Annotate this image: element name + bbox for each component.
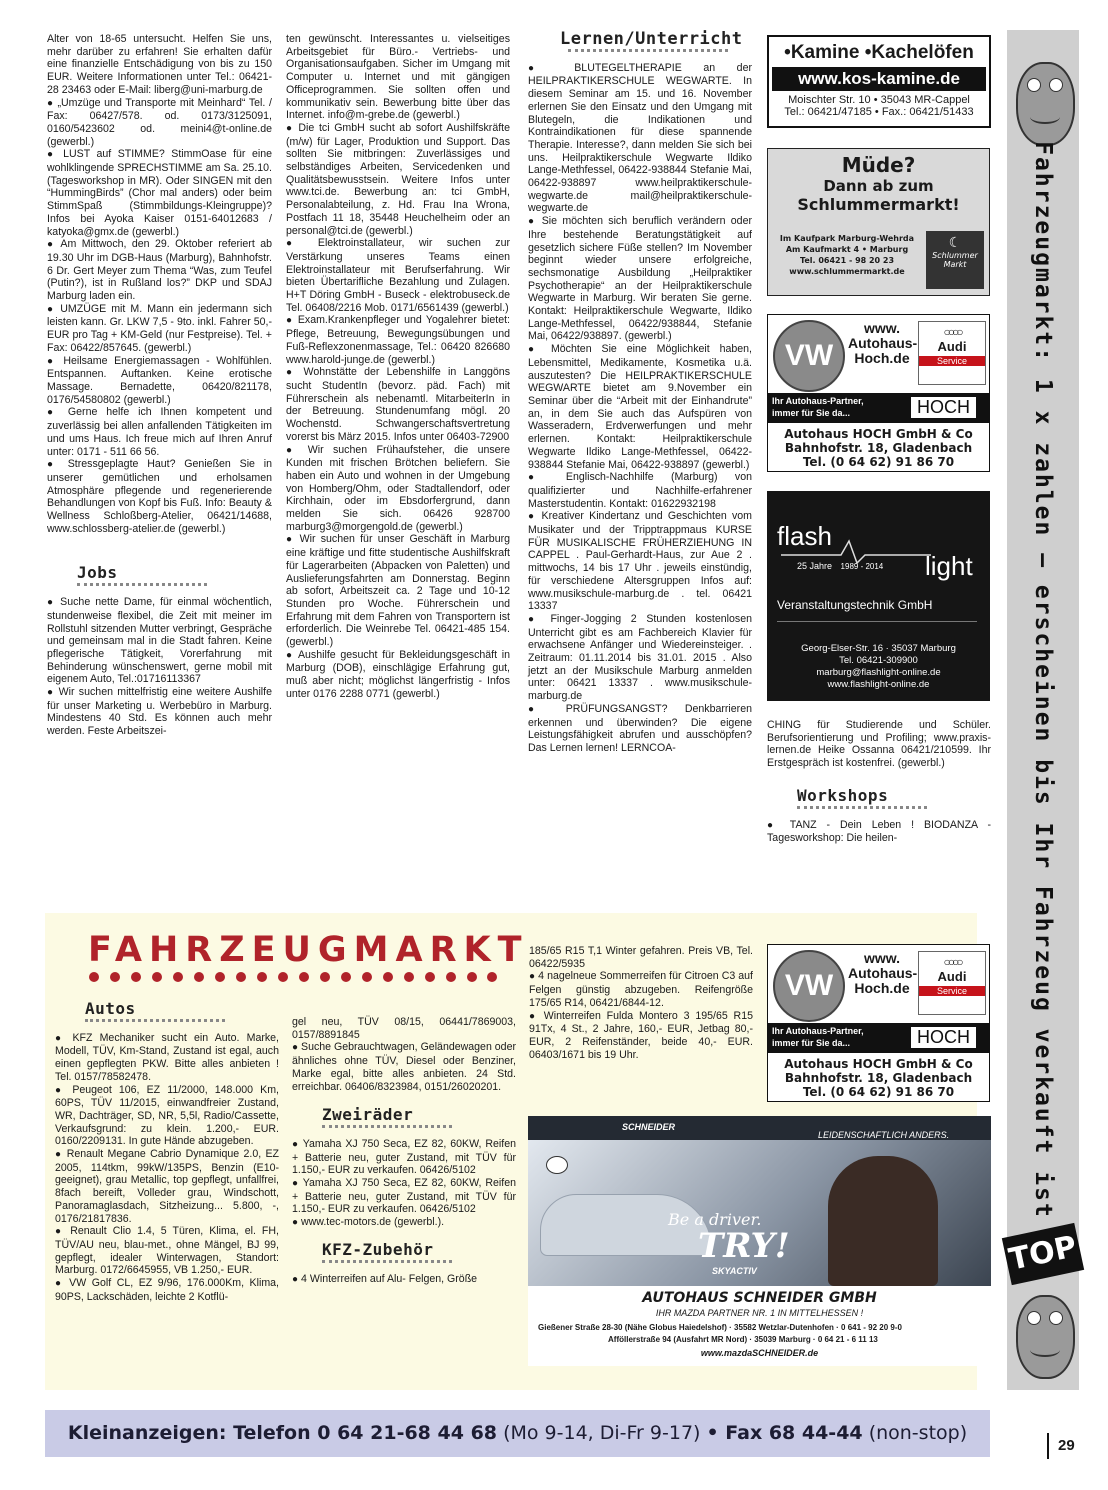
footer-phone-label: Kleinanzeigen: Telefon 0 64 21-68 44 68 <box>67 1422 498 1444</box>
classified-ad: ● Gerne helfe ich Ihnen kompetent und zuverlässig bei allen anfallenden Tätigkeiten im und ums Haus. Ich freue mich auf Ihren Anruf unter: 0171 - 511 66 56. <box>47 406 272 458</box>
section-heading-jobs: Jobs <box>77 563 118 583</box>
bullet-icon: ● <box>47 355 57 367</box>
classified-ad: ● VW Golf CL, EZ 9/96, 176.000Km, Klima, 90PS, Lackschäden, leichte 2 Kotflü- <box>55 1277 279 1303</box>
title-dots <box>88 968 498 986</box>
autohaus-hoch-ad-2 <box>767 944 990 1102</box>
hoch-site1[interactable]: Autohaus- <box>848 335 918 351</box>
mazda-logo-icon <box>546 1156 568 1174</box>
hoch-brand: HOCH <box>911 397 976 418</box>
classified-ad: ● Kreativer Kindertanz und Geschichten vom Musikater und der Tripptrappmaus KURSE FÜR MUSIKALISCHE FRÜHERZIEHUNG IN CAPPEL . Paul-Gerhardt-Haus, zur Aue 2 . mittwochs, 14 bis 17 Uhr . jeweils einstündig, für verschiedene Altersgruppen Infos auf: www.musikschule-marburg.de . tel. 06421 13337 <box>528 510 752 613</box>
bullet-icon: ● <box>55 1032 66 1044</box>
hoch-site1[interactable]: Autohaus- <box>848 965 918 981</box>
flash-years: 1989 - 2014 <box>840 562 884 571</box>
classified-ad: ● Winterreifen Fulda Montero 3 195/65 R15 91Tx, 4 St., 2 Jahre, 160,- EUR, Jetbag 80,- EUR, 2 Reifenständer, beide 40,- EUR. 06403/1671 bis 19 Uhr. <box>529 1009 753 1061</box>
schlummer-url[interactable]: www.schlummermarkt.de <box>789 267 905 276</box>
flash-anniv: 25 Jahre <box>797 561 833 571</box>
classified-ad: ● Elektroinstallateur, wir suchen zur Verstärkung unseres Teams einen Elektroinstallateur mit Berufserfahrung. Wir bieten Übertarifliche Bezahlung und Zulagen. H+T Döring GmbH - Buseck - elektrobuseck.de Tel. 06408/2216 Mob. 0171/6561439 (gewerbl.) <box>286 237 510 314</box>
top-badge: TOP <box>1002 1223 1084 1285</box>
audi-rings-icon: ○○○○ <box>943 955 961 969</box>
classified-ad: CHING für Studierende und Schüler. Berufsorientierung und Profiling; www.praxis-lernen.de Heike Ossanna 06421/210599. Ihr Erstgespräch ist kostenfrei. (gewerbl.) <box>767 719 991 770</box>
classified-ad: ● TANZ - Dein Leben ! BIODANZA - Tagesworkshop: Die heilen- <box>767 818 991 845</box>
bullet-icon: ● <box>47 303 56 315</box>
classified-ad: 185/65 R15 T,1 Winter gefahren. Preis VB, Tel. 06422/5935 <box>529 945 753 970</box>
fm-column-1 <box>55 999 280 1303</box>
moon-icon: ☾ <box>948 235 962 251</box>
flash-addr: Georg-Elser-Str. 16 · 35037 Marburg <box>801 643 956 654</box>
bullet-icon: ● <box>286 444 299 456</box>
heading-divider <box>322 1125 452 1128</box>
kamine-phone: Tel.: 06421/47185 • Fax.: 06421/51433 <box>784 106 974 118</box>
classified-ad: ● „Umzüge und Transporte mit Meinhard“ Tel. / Fax: 06427/578. od. 0173/3125091, 0160/5423602 od. meini4@t-online.de (gewerbl.) <box>47 96 272 148</box>
classified-ad: ● Wir suchen Frühaufsteher, die unsere Kunden mit frischen Brötchen beliefern. Sie haben ein Auto und wohnen in der Umgebung von Homberg/Ohm, oder Stadtallendorf, oder Kirchhain, oder im Ebsdorfergrund, dann melden Sie sich. 06426 928700 marburg3@morgengold.de (gewerbl.) <box>286 443 510 533</box>
bullet-icon: ● <box>55 1226 65 1238</box>
hoch-street: Bahnhofstr. 18, Gladenbach <box>784 1071 973 1085</box>
kamine-title: •Kamine •Kachelöfen <box>784 42 974 63</box>
schneider-company: AUTOHAUS SCHNEIDER GMBH <box>642 1290 877 1306</box>
bullet-icon: ● <box>528 62 553 74</box>
section-heading-lernen: Lernen/Unterricht <box>560 29 743 49</box>
classified-ad: ● LUST auf STIMME? StimmOase für eine wohlklingende SPRECHSTIMME am Sa. 25.10. (Tagesworkshop in MR). Oder SINGEN mit den “HummingBirds” (Chor mal anders) oder beim StimmSpaß (Stimmbildungs-Kleingruppe)? Infos bei Ayoka Kaiser 0151-64012683 / katyoka@gmx.de (gewerbl.) <box>47 148 272 238</box>
schlummer-logo: ☾ Schlummer Markt <box>926 231 984 289</box>
classified-ad: ● Yamaha XJ 750 Seca, EZ 82, 60KW, Reifen + Batterie neu, guter Zustand, mit TÜV für 1.150,- EUR zu verkaufen. 06426/5102 <box>292 1137 516 1177</box>
section-heading-kfz-zubehoer: KFZ-Zubehör <box>322 1239 434 1259</box>
classified-ad: ● Wir suchen mittelfristig eine weitere Aushilfe für unser Marketing u. Werbebüro in Marburg. Mindestens 40 Std. Es können auch mehr werden. Feste Arbeitszei- <box>47 686 272 738</box>
classified-ad: ● Wir suchen für unser Geschäft in Marburg eine kräftige und fitte studentische Aushilfskraft für Lagerarbeiten (Abpacken von Paletten) und Auslieferungsfahrten am Donnerstag. Beginn ab sofort, Arbeitszeit ca. 2 Tage und 10-12 Stunden pro Woche. Führerschein und Erfahrung mit dem Fahren von Transportern ist erforderlich. Die Weinrebe Tel. 06421-485 154. (gewerbl.) <box>286 533 511 649</box>
hoch-slogan2: immer für Sie da... <box>772 408 851 418</box>
bullet-icon: ● <box>529 1010 538 1022</box>
flash-word1: flash <box>777 521 832 551</box>
kamine-url[interactable]: www.kos-kamine.de <box>772 67 986 91</box>
classified-ad: ● Exam.Krankenpfleger und Yogalehrer bietet: Pflege, Betreuung, Bewegungsübungen und Fuß-Reflexzonenmassage, Tel.: 06420 826680 www.harold-junge.de (gewerbl.) <box>286 314 510 366</box>
classified-ad: ● UMZÜGE mit M. Mann ein jedermann sich leisten kann. Gr. LKW 7,5 - 9to. inkl. Fahrer 50,- EUR pro Tag + KM-Geld (nur Festpreise). Tel. + Fax: 06422/857645. (gewerbl.) <box>47 302 272 354</box>
schlummer-line1: Müde? <box>841 153 916 177</box>
bullet-icon: ● <box>55 1278 64 1290</box>
bullet-icon: ● <box>55 1084 66 1096</box>
schneider-sky: SKYACTIV <box>712 1266 757 1276</box>
vw-logo-icon: VW <box>773 320 845 392</box>
hoch-www: www. <box>863 950 901 966</box>
driver-figure <box>828 1156 938 1286</box>
bullet-icon: ● <box>528 344 542 356</box>
classified-ad: ● Aushilfe gesucht für Bekleidungsgeschäft in Marburg (DOB), einschlägige Erfahrung gut, muß aber nicht; möglichst längerfristig - Infos unter 0176 2288 0771 (gewerbl.) <box>286 648 511 700</box>
kamine-ad <box>767 35 991 128</box>
classified-ad: ● Yamaha XJ 750 Seca, EZ 82, 60KW, Reifen + Batterie neu, guter Zustand, mit TÜV für 1.150,- EUR zu verkaufen. 06426/5102 <box>292 1177 516 1216</box>
flash-mail[interactable]: marburg@flashlight-online.de <box>816 667 941 678</box>
bullet-icon: ● <box>286 534 295 546</box>
bullet-icon: ● <box>286 367 297 379</box>
flash-sub: Veranstaltungstechnik GmbH <box>777 598 933 612</box>
schlummermarkt-ad <box>767 148 990 296</box>
classified-ad: ● Englisch-Nachhilfe (Marburg) von qualifizierter und Nachhilfe-erfahrener Masterstudentin. Kontakt: 01622932198 <box>528 471 752 510</box>
classified-ad: ● Renault Clio 1.4, 5 Türen, Klima, el. FH, TÜV/AU neu, blau-met., ohne Mängel, BJ 99, gepflegt, idealer Winterwagen, Standort: Marburg. 0172/6645955, VB 1.250,- EUR. <box>55 1225 280 1277</box>
bullet-icon: ● <box>528 511 537 523</box>
classified-ad: ● Finger-Jogging 2 Stunden kostenlosen Unterricht gibt es am Fachbereich Klavier für erwachsene Anfänger und Wiedereinsteiger. . Zeitraum: 01.11.2014 bis 31.01. 2015 . Also jetzt an der Musikschule Marburg anmelden unter: 06421 13337 . www.musikschule-marburg.de <box>528 612 752 703</box>
autohaus-schneider-ad <box>528 1116 991 1366</box>
classified-ad: ● Stressgeplagte Haut? Genießen Sie in unserer gemütlichen und erholsamen Atmosphäre pflegende und regenerierende Behandlungen von Kopf bis Fuß. Info: Beauty & Wellness Schloßberg-Atelier, 06421/14688, www.schlossberg-atelier.de (gewerbl.) <box>47 458 272 535</box>
page-divider <box>1047 1433 1049 1459</box>
bullet-icon: ● <box>47 687 55 699</box>
flashlight-ad <box>767 491 990 701</box>
bullet-icon: ● <box>528 216 537 228</box>
classified-ad: ten gewünscht. Interessantes u. vielseitiges Arbeitsgebiet für Büro.- Vertriebs- und Organisationsaufgaben. Sicher im Umgang mit Computer u. Internet und mit gängigen Officeprogrammen. Sie sollten offen und kommunikativ sein. Bewerbung bitte über das Internet. info@m-grebe.de (gewerbl.) <box>286 33 510 122</box>
classified-ad: ● Am Mittwoch, den 29. Oktober referiert ab 19.30 Uhr im DGB-Haus (Marburg), Bahnhofstr. 6 Dr. Gert Meyer zum Thema “Was, zum Teufel (Putin?), ist in Rußland los?” DKP und SDAJ Marburg laden ein. <box>47 238 272 303</box>
section-heading-workshops: Workshops <box>797 785 889 805</box>
hoch-company: Autohaus HOCH GmbH & Co <box>784 427 973 441</box>
classified-ad: ● 4 nagelneue Sommerreifen für Citroen C3 auf Felgen günstig abzugeben. Reifengröße 175/65 R14, 06421/6844-12. <box>529 970 753 1009</box>
schlummer-addr2: Am Kaufmarkt 4 • Marburg <box>785 245 909 254</box>
hoch-www: www. <box>863 320 901 336</box>
section-heading-autos: Autos <box>85 999 136 1018</box>
bullet-icon: ● <box>528 472 549 484</box>
bullet-icon: ● <box>767 819 781 831</box>
column-3 <box>528 29 752 755</box>
classified-ad: ● www.tec-motors.de (gewerbl.). <box>292 1216 445 1229</box>
schneider-addr2: Afföllerstraße 94 (Ausfahrt MR Nord) · 35039 Marburg · 0 64 21 - 6 11 13 <box>608 1335 878 1344</box>
classified-ad: gel neu, TÜV 08/15, 06441/7869003, 0157/8891845 <box>292 1016 516 1041</box>
column-4 <box>767 719 991 845</box>
schlummer-line2: Dann ab zum <box>823 177 934 195</box>
column-1 <box>47 33 272 738</box>
flash-web[interactable]: www.flashlight-online.de <box>827 679 930 690</box>
footer-fax: • Fax 68 44-44 <box>706 1422 863 1444</box>
hoch-slogan2: immer für Sie da... <box>772 1038 851 1048</box>
bullet-icon: ● <box>528 703 549 715</box>
classified-ad: ● Möchten Sie eine Möglichkeit haben, Lebensmittel, Medikamente, Kosmetika u.ä. auszutesten? Die HEILPRAKTIKERSCHULE WEGWARTE bietet am 9.November ein Seminar über die “Arbeit mit der Einhandrute” an, in dem Sie auch das Aufspüren von Wasseradern, Erdverwerfungen und mehr erlernen. Kontakt: Heilpraktikerschule Wegwarte Ildiko Lange-Methfessel, 06422-938844 Stefanie Mai, 06422-938897 (gewerbl.) <box>528 343 752 471</box>
bullet-icon: ● <box>286 315 294 327</box>
classified-ad: ● 4 Winterreifen auf Alu- Felgen, Größe <box>292 1272 478 1285</box>
bullet-icon: ● <box>529 971 536 983</box>
bullet-icon: ● <box>47 459 59 471</box>
fm-column-2 <box>292 1016 516 1286</box>
page-number: 29 <box>1058 1437 1075 1454</box>
hoch-slogan1: Ihr Autohaus-Partner, <box>772 1026 864 1036</box>
bullet-icon: ● <box>292 1273 299 1285</box>
bullet-icon: ● <box>292 1178 300 1190</box>
classified-ad: ● KFZ Mechaniker sucht ein Auto. Marke, Modell, TÜV, Km-Stand, Zustand ist egal, auch einen gepflegten PKW. Bitte alles anbieten ! Tel. 0157/78582478. <box>55 1031 279 1083</box>
car-icon-bottom <box>1016 1295 1075 1379</box>
schlummer-line3: Schlummermarkt! <box>797 195 960 214</box>
hoch-site2[interactable]: Hoch.de <box>854 980 910 996</box>
heading-divider <box>797 806 927 809</box>
schneider-try: TRY! <box>698 1226 790 1266</box>
fahrzeugmarkt-title: FAHRZEUGMARKT <box>88 930 529 970</box>
bullet-icon: ● <box>47 239 56 251</box>
hoch-site2[interactable]: Hoch.de <box>854 350 910 366</box>
schneider-logo: SCHNEIDER <box>622 1122 676 1132</box>
vw-logo-icon: VW <box>773 950 845 1022</box>
schneider-partner: IHR MAZDA PARTNER NR. 1 IN MITTELHESSEN ! <box>655 1308 864 1318</box>
classified-ad: ● Die tci GmbH sucht ab sofort Aushilfskräfte (m/w) für Lager, Produktion und Support. Das sollten Sie mitbringen: Zuverlässiges und selbständiges Arbeiten, Servicedenken und Qualitätsbewusstsein. Weitere Infos unter www.tci.de. Bewerbung an: tci GmbH, Personalabteilung, z. Hd. Frau Ina Wrona, Postfach 11 18, 35448 Heuchelheim oder an personal@tci.de (gewerbl.) <box>286 121 510 237</box>
bullet-icon: ● <box>286 649 294 661</box>
heading-divider <box>322 1260 452 1263</box>
bullet-icon: ● <box>47 407 59 419</box>
audi-rings-icon: ○○○○ <box>943 325 961 339</box>
classified-ad: ● Suche nette Dame, für einmal wöchentlich, stundenweise flexibel, die Zeit mit meiner im Rollstuhl sitzenden Mutter verbringt, Gespräche und gemeinsam mal in die Stadt fahren. Keine pflegerische Tätigkeit, Vorerfahrung mit Behinderung wünschenswert, gerne mobil mit eigenem Auto, Tel.:01716113367 <box>47 596 272 686</box>
car-icon-top <box>1016 62 1075 146</box>
hoch-phone: Tel. (0 64 62) 91 86 70 <box>802 455 955 469</box>
column-2 <box>286 33 510 701</box>
bullet-icon: ● <box>286 122 294 134</box>
flash-tel: Tel. 06421-309900 <box>839 655 918 666</box>
footer-nonstop: (non-stop) <box>868 1422 968 1444</box>
classified-ad: ● Heilsame Energiemassagen - Wohlfühlen. Entspannen. Auftanken. Keine erotische Massage. Bernadette, 06420/821178, 0176/54580802 (gewerbl.) <box>47 354 273 406</box>
flash-word2: light <box>925 551 973 581</box>
footer-hours: (Mo 9-14, Di-Fr 9-17) <box>503 1422 701 1444</box>
hoch-phone: Tel. (0 64 62) 91 86 70 <box>802 1085 955 1099</box>
section-heading-zweiraeder: Zweiräder <box>322 1105 414 1125</box>
fm-column-3 <box>529 945 753 1061</box>
classified-ad: ● Suche Gebrauchtwagen, Geländewagen oder ähnliches ohne TÜV, Diesel oder Benziner, Marke egal, bitte alles anbieten. 24 Std. erreichbar. 06406/8323984, 0151/26020201. <box>292 1041 516 1093</box>
hoch-brand: HOCH <box>911 1027 976 1048</box>
bullet-icon: ● <box>528 613 541 625</box>
bullet-icon: ● <box>292 1217 299 1229</box>
footer-bar <box>45 1410 990 1457</box>
classified-ad: ● BLUTEGELTHERAPIE an der HEILPRAKTIKERSCHULE WEGWARTE. In diesem Seminar am 15. und 16. November erlernen Sie den Einsatz und den Umgang mit Blutegeln, die Indikationen und Kontraindikationen für diese spannende Therapie. Interesse?, dann melden Sie sich bei uns. Heilpraktikerschule Wegwarte Ildiko Lange-Methfessel, 06422-938844 Stefanie Mai, 06422-938897 www.heilpraktikerschule-wegwarte.de mail@heilpraktikerschule-wegwarte.de <box>528 61 752 215</box>
classified-ad: ● Peugeot 106, EZ 11/2000, 148.000 Km, 60PS, TÜV 11/2015, einwandfreier Zustand, WR, Dachträger, SD, NR, 5,5l, Radio/Cassette, Verkaufsgrund: zu klein. 1.200,- EUR. 0160/2209131. In gute Hände abzugeben. <box>55 1083 280 1148</box>
heading-divider <box>85 1019 225 1022</box>
schneider-web[interactable]: www.mazdaSCHNEIDER.de <box>700 1348 819 1358</box>
schneider-addr1: Gießener Straße 28-30 (Nähe Globus Haiedelshof) · 35582 Wetzlar-Dutenhofen · 0 641 - 92 20 9-0 <box>538 1323 902 1332</box>
schneider-tagline: LEIDENSCHAFTLICH ANDERS. <box>818 1130 950 1140</box>
heading-divider <box>77 583 207 586</box>
schlummer-addr1: Im Kaufpark Marburg-Wehrda <box>779 234 915 243</box>
bullet-icon: ● <box>47 597 56 609</box>
bullet-icon: ● <box>292 1042 299 1054</box>
classified-ad: ● Sie möchten sich beruflich verändern oder Ihre bestehende Beratungstätigkeit auf gesetzlich sichere Füße stellen? Im November beginnt wieder unsere erfolgreiche, sechsmonatige Ausbildung „Heilpraktiker Psychotherapie“ an der Heilpraktikerschule Wegwarte in Marburg. Wir beraten Sie gerne. Kontakt: Heilpraktikerschule Wegwarte, Ildiko Lange-Methfessel, 06422/938844, Stefanie Mai, 06422/938897. (gewerbl.) <box>528 215 752 343</box>
bullet-icon: ● <box>55 1149 63 1161</box>
side-strip-text: Fahrzeugmarkt: 1 x zahlen – erscheinen bis Ihr Fahrzeug verkauft ist <box>1030 141 1056 1219</box>
autohaus-hoch-ad <box>767 314 990 472</box>
classified-ad: Alter von 18-65 untersucht. Helfen Sie uns, mehr darüber zu erfahren! Sie erhalten dafür eine finanzielle Entschädigung von bis zu 150 EUR. Weitere Informationen unter Tel.: 06421-28 23463 oder E-Mail: liberg@uni-marburg.de <box>47 33 272 96</box>
hoch-street: Bahnhofstr. 18, Gladenbach <box>784 441 973 455</box>
classified-ad: ● Wohnstätte der Lebenshilfe in Langgöns sucht StudentIn (bevorz. päd. Fach) mit Führerschein als nebenamtl. MitarbeiterIn in der Betreuung. Stundenumfang mögl. 20 Wochenstd. Schwangerschaftsvertretung vorerst bis März 2015. Infos unter 06403-72900 <box>286 366 510 443</box>
heading-divider <box>568 49 728 52</box>
hoch-slogan1: Ihr Autohaus-Partner, <box>772 396 864 406</box>
audi-logo: ○○○○ Audi Service <box>918 321 986 385</box>
bullet-icon: ● <box>292 1138 300 1150</box>
hoch-company: Autohaus HOCH GmbH & Co <box>784 1057 973 1071</box>
classified-ad: ● Renault Megane Cabrio Dynamique 2.0, EZ 2005, 114tkm, 99kW/135PS, Benzin (E10-geeignet), grau Metallic, top gepflegt, unfallfrei, 8fach bereift, Volleder grau, Windschott, Panoramaglasdach, Sitzheizung... 5.800, -, 0176/21817836. <box>55 1148 280 1225</box>
bullet-icon: ● <box>47 149 57 161</box>
schneider-drive: Be a driver. <box>668 1210 762 1229</box>
schlummer-phone: Tel. 06421 - 98 20 23 <box>799 256 895 265</box>
audi-logo: ○○○○ Audi Service <box>918 951 986 1015</box>
classified-ad: ● PRÜFUNGSANGST? Denkbarrieren erkennen und überwinden? Die eigene Leistungsfähigkeit abrufen und ausschöpfen? Das Lernen lernen! LERNCOA- <box>528 702 752 754</box>
kamine-address: Moischter Str. 10 • 35043 MR-Cappel <box>788 94 970 106</box>
bullet-icon: ● <box>47 97 54 109</box>
bullet-icon: ● <box>286 238 304 250</box>
